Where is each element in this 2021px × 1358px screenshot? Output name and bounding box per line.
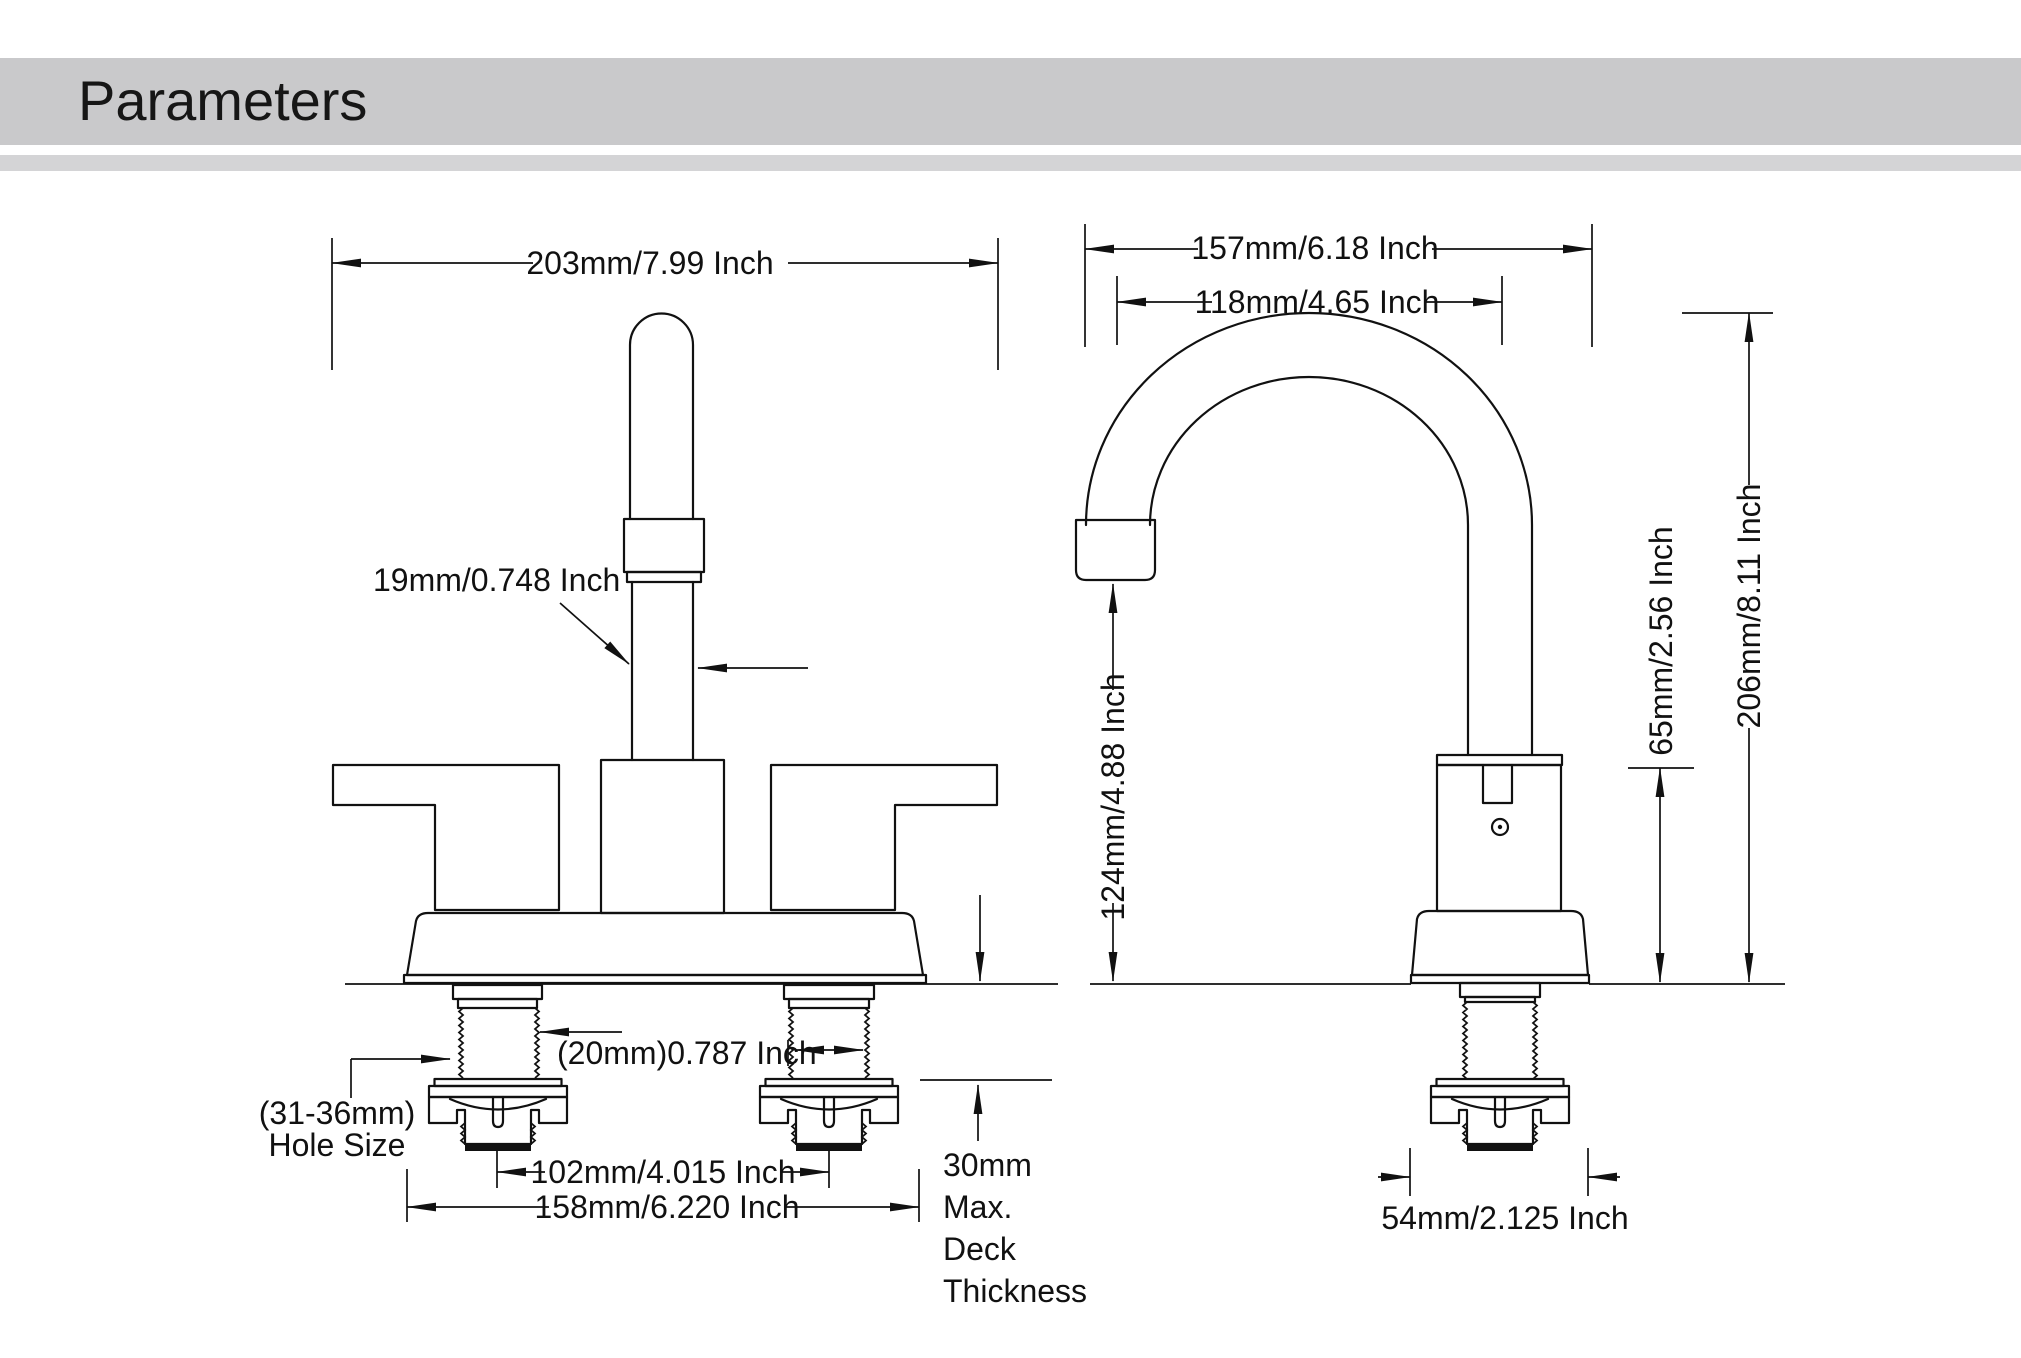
front-aerator-collar [624, 519, 704, 572]
side-handle-slot [1483, 765, 1512, 803]
front-base-plate [404, 975, 926, 983]
dim-deck-thickness-label-3: Deck [943, 1231, 1016, 1267]
front-right-handle [771, 765, 997, 910]
dim-hole-size [259, 1059, 450, 1163]
side-spout-outer [1086, 313, 1532, 755]
front-riser [632, 582, 693, 760]
side-base-plate [1411, 975, 1589, 983]
dim-body-height [1628, 526, 1694, 982]
dim-spout-tube-diameter [373, 562, 808, 668]
dim-side-base-width [1378, 1148, 1629, 1236]
dim-shank-diameter-label: (20mm)0.787 Inch [557, 1035, 817, 1071]
dim-overall-height [1682, 313, 1773, 982]
front-left-shank [429, 985, 567, 1151]
dim-spout-reach-to-center [1117, 276, 1502, 345]
front-body [601, 760, 724, 913]
dim-shank-diameter [540, 1032, 863, 1071]
side-body [1437, 765, 1561, 911]
dim-deck-thickness [920, 895, 1087, 1309]
side-spout-inner [1150, 377, 1468, 755]
dim-side-base-width-label: 54mm/2.125 Inch [1381, 1200, 1629, 1236]
dim-deck-thickness-label-2: Max. [943, 1189, 1013, 1225]
dim-front-base-width-label: 158mm/6.220 Inch [534, 1189, 800, 1225]
dim-overall-height-label: 206mm/8.11 Inch [1731, 483, 1767, 729]
side-base [1412, 911, 1588, 975]
faucet-front-view [259, 238, 1087, 1309]
dim-front-overall-width-label: 203mm/7.99 Inch [526, 245, 774, 281]
faucet-side-view [1076, 224, 1785, 1236]
dim-deck-thickness-label-4: Thickness [943, 1273, 1088, 1309]
side-aerator-tip [1076, 520, 1155, 580]
page-title: Parameters [78, 69, 368, 132]
front-left-handle [333, 765, 559, 910]
side-set-screw-center [1498, 825, 1502, 829]
dim-spout-reach-overall-label: 157mm/6.18 Inch [1191, 230, 1439, 266]
dim-hole-spacing-label: 102mm/4.015 Inch [530, 1154, 796, 1190]
dim-hole-size-label-1: (31-36mm) [258, 1095, 416, 1131]
dim-front-overall-width [332, 238, 998, 370]
dim-spout-tube-diameter-label: 19mm/0.748 Inch [373, 562, 621, 598]
dim-deck-thickness-label-1: 30mm [943, 1147, 1032, 1183]
front-base [407, 913, 923, 975]
dim-hole-size-label-2: Hole Size [268, 1127, 406, 1163]
dim-spout-reach-to-center-label: 118mm/4.65 Inch [1194, 284, 1440, 320]
dim-hole-spacing [497, 1151, 829, 1190]
front-aerator-rim [627, 572, 701, 582]
front-spout-tube [630, 314, 693, 520]
dim-spout-outlet-height-label: 124mm/4.88 Inch [1095, 673, 1131, 921]
side-body-top-plate [1437, 755, 1562, 765]
dim-body-height-label: 65mm/2.56 Inch [1643, 526, 1679, 756]
dim-spout-outlet-height [1095, 584, 1131, 981]
side-shank [1431, 983, 1569, 1151]
